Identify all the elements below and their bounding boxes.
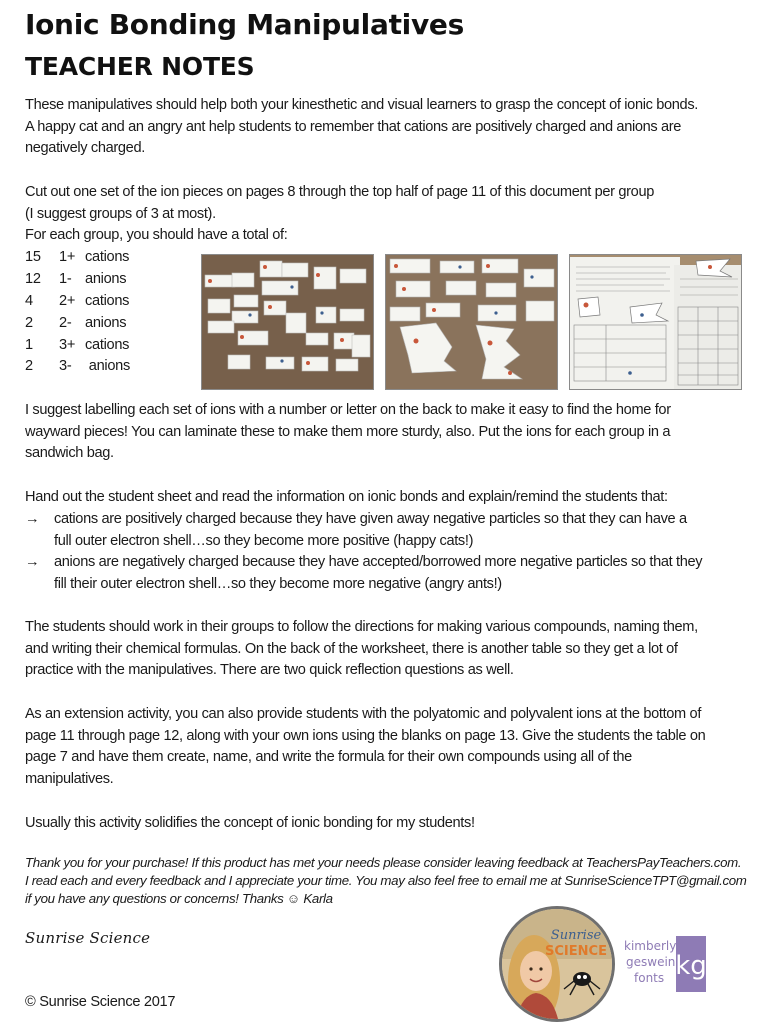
manipulatives-photo-1 (201, 254, 374, 390)
thanks-line: I read each and every feedback and I appreciate your time. You may also feel free to email me at SunriseScienceTPT@gmail.com (25, 873, 747, 888)
photo-assembled-pieces (386, 255, 557, 389)
svg-text:kg: kg (675, 951, 707, 981)
page-subtitle: TEACHER NOTES (25, 52, 255, 81)
svg-text:fonts: fonts (634, 971, 665, 985)
ion-count: 2 (25, 358, 33, 375)
intro-line: negatively charged. (25, 140, 145, 157)
ion-row (25, 247, 130, 269)
ion-row (25, 356, 130, 378)
intro-line: These manipulatives should help both your kinesthetic and visual learners to grasp the concept of ionic bonds. (25, 97, 698, 113)
labelling-paragraph (25, 400, 743, 465)
signature: Sunrise Science (25, 929, 151, 947)
bullet-line: full outer electron shell…so they become more positive (happy cats!) (54, 532, 474, 549)
ion-charge: 1- (59, 270, 72, 287)
closing-line: Usually this activity solidifies the concept of ionic bonding for my students! (25, 815, 475, 831)
handout-line: Hand out the student sheet and read the information on ionic bonds and explain/remind the students that: (25, 489, 668, 505)
photo-pieces-on-table (202, 255, 373, 389)
ion-type: anions (85, 358, 130, 375)
ion-count: 15 (25, 249, 41, 265)
ion-row (25, 269, 130, 291)
ion-count-list (25, 247, 130, 378)
groups-line: practice with the manipulatives. There are two quick reflection questions as well. (25, 662, 514, 679)
ion-count: 4 (25, 292, 33, 309)
ion-type: cations (85, 249, 130, 265)
arrow-icon: → (25, 511, 40, 527)
ion-count: 2 (25, 314, 33, 331)
ion-charge: 3+ (59, 336, 76, 353)
cut-out-line: Cut out one set of the ion pieces on pages 8 through the top half of page 11 of this document per group (25, 184, 654, 200)
photo-worksheet (570, 255, 741, 389)
cut-out-paragraph (25, 182, 743, 247)
cut-out-line: For each group, you should have a total of: (25, 227, 288, 244)
labelling-line: wayward pieces! You can laminate these to make them more sturdy, also. Put the ions for each group in a (25, 423, 671, 440)
ion-type: anions (85, 270, 127, 287)
thanks-line: Thank you for your purchase! If this product has met your needs please consider leaving feedback at TeachersPayTeachers.com. (25, 855, 742, 870)
sunrise-science-logo-art (502, 909, 612, 1019)
manipulatives-photo-3 (569, 254, 742, 390)
bullet-line: anions are negatively charged because they have accepted/borrowed more negative particles so that they (54, 554, 703, 570)
handout-paragraph (25, 487, 743, 509)
svg-text:kimberly: kimberly (624, 939, 677, 953)
ion-row (25, 313, 130, 335)
kg-logo-art (622, 930, 712, 1000)
kimberly-geswein-fonts-logo (622, 930, 712, 1000)
ion-charge: 1+ (59, 249, 76, 265)
arrow-icon: → (25, 554, 40, 570)
svg-text:SCIENCE: SCIENCE (545, 944, 607, 959)
groups-line: The students should work in their groups to follow the directions for making various compounds, naming them, (25, 619, 698, 635)
ion-type: cations (85, 336, 130, 353)
extension-line: As an extension activity, you can also provide students with the polyatomic and polyvalent ions at the bottom of (25, 706, 702, 722)
manipulatives-photo-2 (385, 254, 558, 390)
extension-line: manipulatives. (25, 771, 114, 788)
svg-text:geswein: geswein (626, 955, 676, 969)
page-title: Ionic Bonding Manipulatives (25, 8, 464, 41)
ion-charge: 2- (59, 314, 72, 331)
thank-you-note (25, 854, 747, 908)
labelling-line: sandwich bag. (25, 445, 114, 462)
bullet-text (54, 509, 687, 552)
extension-line: page 11 through page 12, along with your own ions using the blanks on page 13. Give the students the table on (25, 727, 706, 744)
copyright: © Sunrise Science 2017 (25, 994, 176, 1010)
ion-count: 1 (25, 336, 33, 353)
cut-out-line: (I suggest groups of 3 at most). (25, 205, 216, 222)
intro-line: A happy cat and an angry ant help students to remember that cations are positively charged and anions are (25, 118, 682, 135)
sunrise-science-logo (499, 906, 615, 1022)
ion-charge: 3- (59, 358, 72, 375)
ion-count: 12 (25, 270, 41, 287)
thanks-line: if you have any questions or concerns! Thanks ☺ Karla (25, 891, 333, 906)
bullet-line: cations are positively charged because they have given away negative particles so that they can have a (54, 511, 687, 527)
extension-line: page 7 and have them create, name, and write the formula for their own compounds using all of the (25, 749, 632, 766)
intro-paragraph (25, 95, 743, 160)
bullet-line: fill their outer electron shell…so they become more negative (angry ants!) (54, 575, 502, 592)
extension-paragraph (25, 704, 743, 791)
ion-type: anions (85, 314, 127, 331)
ion-row (25, 335, 130, 357)
labelling-line: I suggest labelling each set of ions with a number or letter on the back to make it easy to find the home for (25, 402, 671, 418)
closing-paragraph (25, 813, 743, 835)
groups-line: and writing their chemical formulas. On the back of the worksheet, there is another table so they get a lot of (25, 640, 678, 657)
ion-row (25, 291, 130, 313)
ion-type: cations (85, 292, 130, 309)
ion-charge: 2+ (59, 292, 76, 309)
groups-paragraph (25, 617, 743, 682)
bullet-text (54, 552, 702, 595)
svg-text:Sunrise: Sunrise (550, 928, 602, 943)
